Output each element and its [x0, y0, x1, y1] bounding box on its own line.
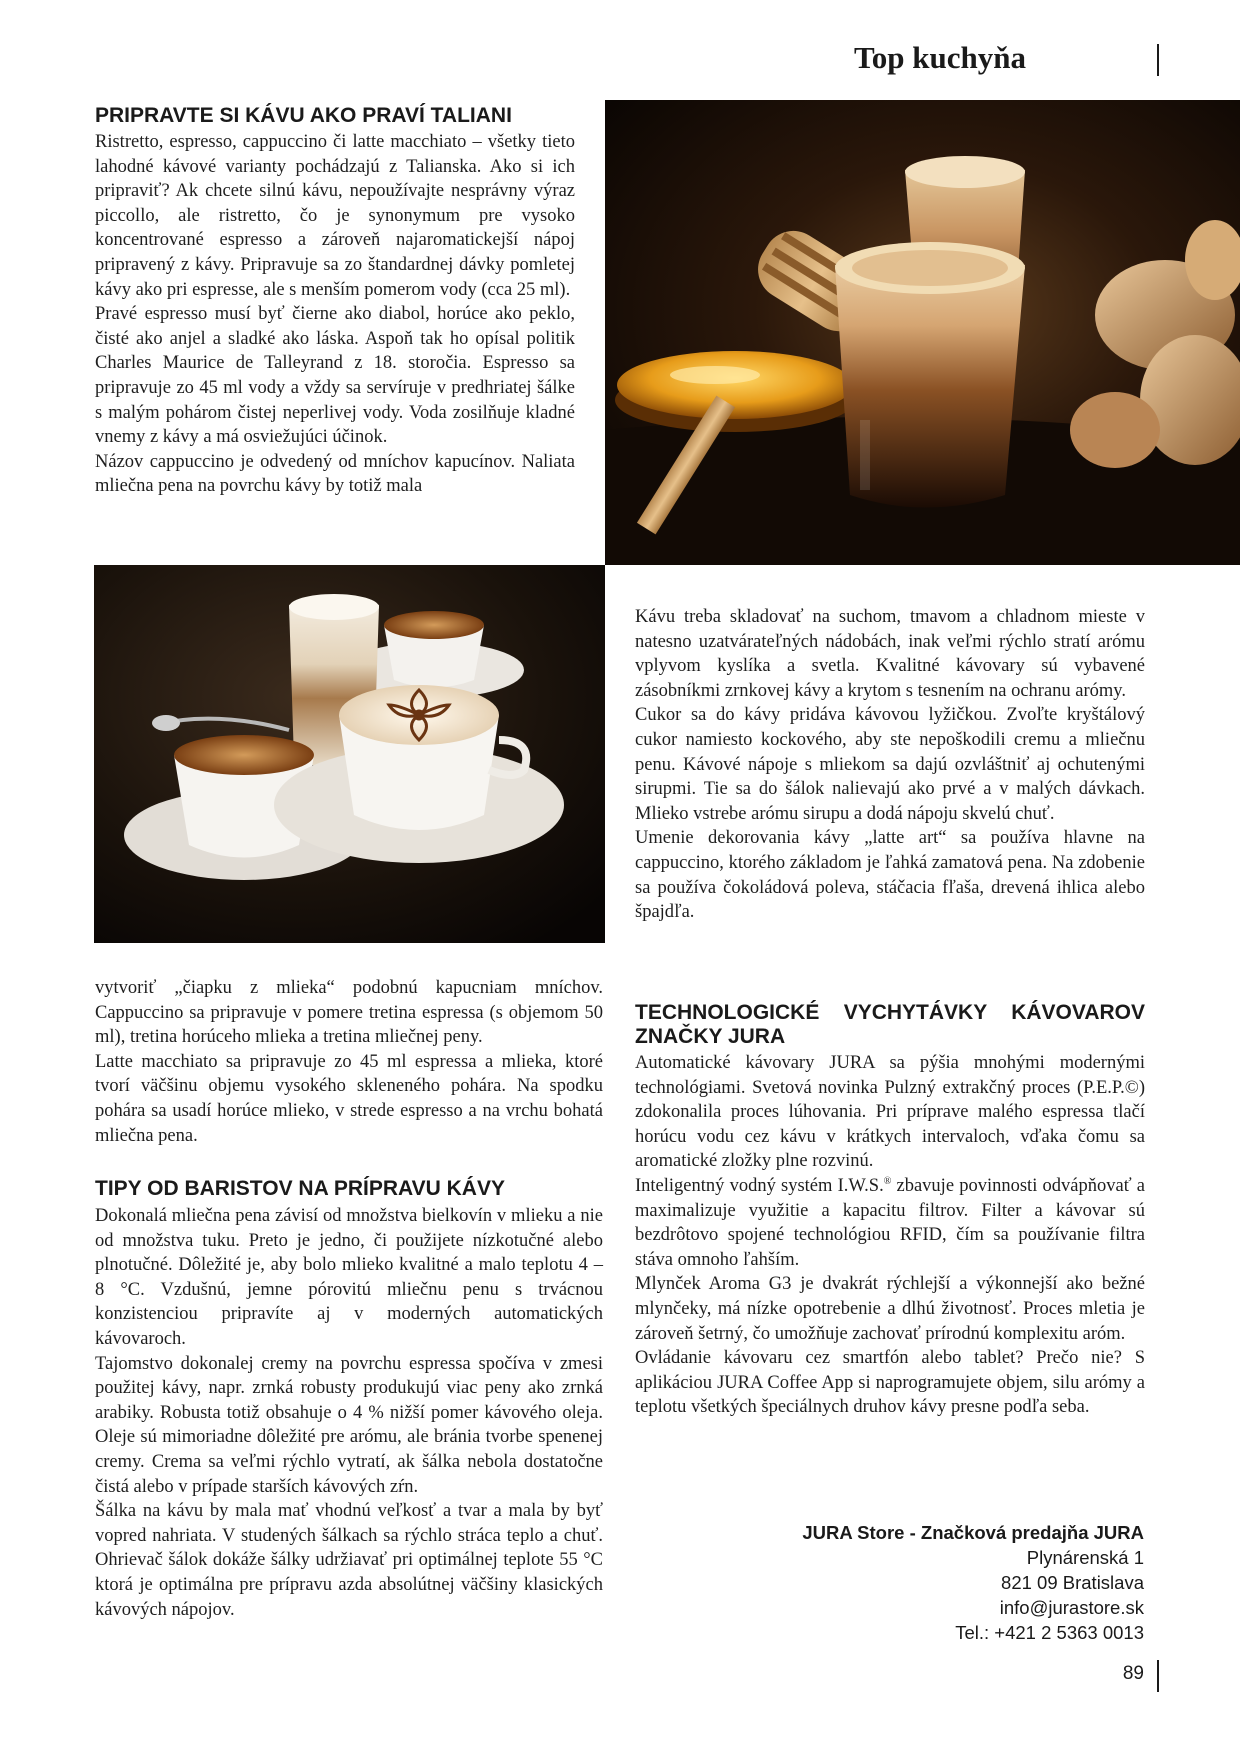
registered-mark: ®: [883, 1175, 892, 1187]
contact-block: [664, 1520, 1144, 1645]
section-body: [95, 1204, 603, 1622]
section-body: [95, 976, 603, 1148]
store-name: JURA Store - Značková predajňa JURA: [802, 1522, 1144, 1543]
section-storage-tips: [635, 605, 1145, 925]
paragraph: Latte macchiato sa pripravuje zo 45 ml espressa a mlieka, ktoré tvorí väčšinu objemu vysokého skleneného pohára. Na spodku pohára sa usadí horúce mlieko, v strede espresso a na vrchu bohatá mliečna pena.: [95, 1051, 603, 1146]
paragraph: Pravé espresso musí byť čierne ako diabol, horúce ako peklo, čisté ako anjel a sladké ako láska. Aspoň tak ho opísal politik Charles Maurice de Talleyrand z 18. storočia. Espresso sa pripravuje zo 45 ml vody a vždy sa servíruje v predhriatej šálke s malým pohárom čistej neperlivej vody. Voda zosilňuje kladné vnemy z kávy a má osviežujúci účinok.: [95, 304, 575, 448]
paragraph: vytvoriť „čiapku z mlieka“ podobnú kapucniam mníchov. Cappuccino sa pripravuje v pomere tretina espressa (s objemom 50 ml), tretina horúceho mlieka a tretina mliečnej peny.: [95, 978, 603, 1048]
section-body: [635, 1051, 1145, 1420]
iws-text-rest: zbavuje povinnosti odvápňovať a maximalizuje využitie a kapacitu filtrov. Filter a kávovar sú bezdrôtovo spojené technológiou RFID, čím sa používanie filtra stáva omnoho ľahším.: [635, 1175, 1146, 1270]
photo-coffee-cups: [94, 565, 605, 943]
header-divider: [1157, 44, 1159, 76]
paragraph: Kávu treba skladovať na suchom, tmavom a chladnom mieste v natesno uzatvárateľných nádobách, inak veľmi rýchlo stratí arómu vplyvom kyslíka a svetla. Kvalitné kávovary sú vybavené zásobníkmi zrnkovej kávy a krytom s tesnením na ochranu arómy.: [635, 607, 1145, 701]
page-number: 89: [1122, 1663, 1144, 1684]
paragraph: Cukor sa do kávy pridáva kávovou lyžičkou. Zvoľte kryštálový cukor namiesto kockového, aby ste nepoškodili cremu a mliečnu penu. Kávové nápoje s mliekom sa dajú ozvláštniť aj ochutenými sirupmi. Tie sa do šálok nalievajú ako prvé a v malých dávkach. Mlieko vstrebe arómu sirupu a dodá nápoju skvelú chuť.: [635, 705, 1145, 824]
section-italian-coffee: [95, 104, 575, 499]
iws-text: Inteligentný vodný systém I.W.S.: [635, 1175, 884, 1196]
section-heading-line2: ZNAČKY JURA: [635, 1025, 786, 1048]
paragraph: Ovládanie kávovaru cez smartfón alebo tablet? Prečo nie? S aplikáciou JURA Coffee App si naprogramujete objem, silu arómy a teplotu všetkých špeciálnych druhov kávy presne podľa seba.: [635, 1348, 1145, 1418]
section-jura-technology: [635, 1001, 1145, 1420]
store-city: 821 09 Bratislava: [1001, 1572, 1144, 1593]
section-body: [635, 605, 1145, 925]
paragraph: Umenie dekorovania kávy „latte art“ sa používa hlavne na cappuccino, ktorého základom je ľahká zamatová pena. Na zdobenie sa používa čokoládová poleva, stáčacia fľaša, drevená ihlica alebo špajdľa.: [635, 828, 1145, 923]
section-italian-coffee-continued: [95, 976, 603, 1148]
section-heading: TIPY OD BARISTOV NA PRÍPRAVU KÁVY: [95, 1177, 505, 1200]
photo-coffee-honey-ginger: [605, 100, 1240, 565]
paragraph: Tajomstvo dokonalej cremy na povrchu espressa spočíva v zmesi použitej kávy, napr. zrnká robusty produkujú viac peny ako zrnká arabiky. Robusta totiž obsahuje o 4 % nižší pomer kávového oleja. Oleje sú mimoriadne dôležité pre arómu, ale bránia tvorbe spenenej cremy. Crema sa veľmi rýchlo vytratí, ak šálka nebola dostatočne čistá alebo v prípade starších kávových zŕn.: [95, 1353, 603, 1497]
section-barista-tips: [95, 1177, 603, 1622]
paragraph: Automatické kávovary JURA sa pýšia mnohými modernými technológiami. Svetová novinka Pulzný extrakčný proces (P.E.P.©) zdokonalila proces lúhovania. Pri príprave malého espressa tlačí horúcu vodu cez kávu v krátkych intervaloch, vďaka čomu sa aromatické zložky plne rozvinú.: [635, 1053, 1145, 1172]
section-heading-line1: TECHNOLOGICKÉ VYCHYTÁVKY KÁVOVAROV: [635, 1001, 1145, 1024]
paragraph: Šálka na kávu by mala mať vhodnú veľkosť a tvar a mala by byť vopred nahriata. V studených šálkach sa rýchlo stráca teplo a chuť. Ohrievač šálok dokáže šálky udržiavať pri optimálnej teplote 55 °C ktorá je optimálna pre prípravu azda absolútnej väčšiny klasických kávových nápojov.: [95, 1501, 603, 1620]
store-phone: Tel.: +421 2 5363 0013: [955, 1622, 1144, 1643]
paragraph: Ristretto, espresso, cappuccino či latte macchiato – všetky tieto lahodné kávové varianty pochádzajú z Talianska. Ako si ich pripraviť? Ak chcete silnú kávu, nepoužívajte nesprávny výraz piccollo, ale ristretto, čo je synonymum pre vysoko koncentrované espresso a zároveň najaromatickejší nápoj pripravený z kávy. Pripravuje sa zo štandardnej dávky pomletej kávy ako pri espresse, ale s menším pomerom vody (cca 25 ml).: [95, 132, 575, 300]
paragraph: Názov cappuccino je odvedený od mníchov kapucínov. Naliata mliečna pena na povrchu kávy by totiž mala: [95, 451, 575, 497]
page-header-title: Top kuchyňa: [853, 40, 1026, 75]
paragraph: Mlynček Aroma G3 je dvakrát rýchlejší a výkonnejší ako bežné mlynčeky, má nízke opotrebenie a dlhú životnosť. Proces mletia je zároveň šetrný, čo umožňuje zachovať prírodnú komplexitu aróm.: [635, 1274, 1145, 1344]
store-street: Plynárenská 1: [1026, 1547, 1144, 1568]
paragraph: Dokonalá mliečna pena závisí od množstva bielkovín v mlieku a nie od množstva tuku. Preto je jedno, či použijete nízkotučné alebo plnotučné. Dôležité je, aby bolo mlieko kvalitné a malo teplotu 4 – 8 °C. Vzdušnú, jemne pórovitú mliečnu penu s trvácnou konzistenciou pripravíte aj v moderných automatických kávovaroch.: [95, 1206, 603, 1349]
section-body: [95, 130, 575, 499]
paragraph: [635, 1174, 1145, 1272]
page-number-divider: [1157, 1660, 1159, 1692]
section-heading: [635, 1001, 1145, 1025]
store-email[interactable]: info@jurastore.sk: [999, 1597, 1144, 1618]
section-heading: PRIPRAVTE SI KÁVU AKO PRAVÍ TALIANI: [95, 104, 512, 127]
